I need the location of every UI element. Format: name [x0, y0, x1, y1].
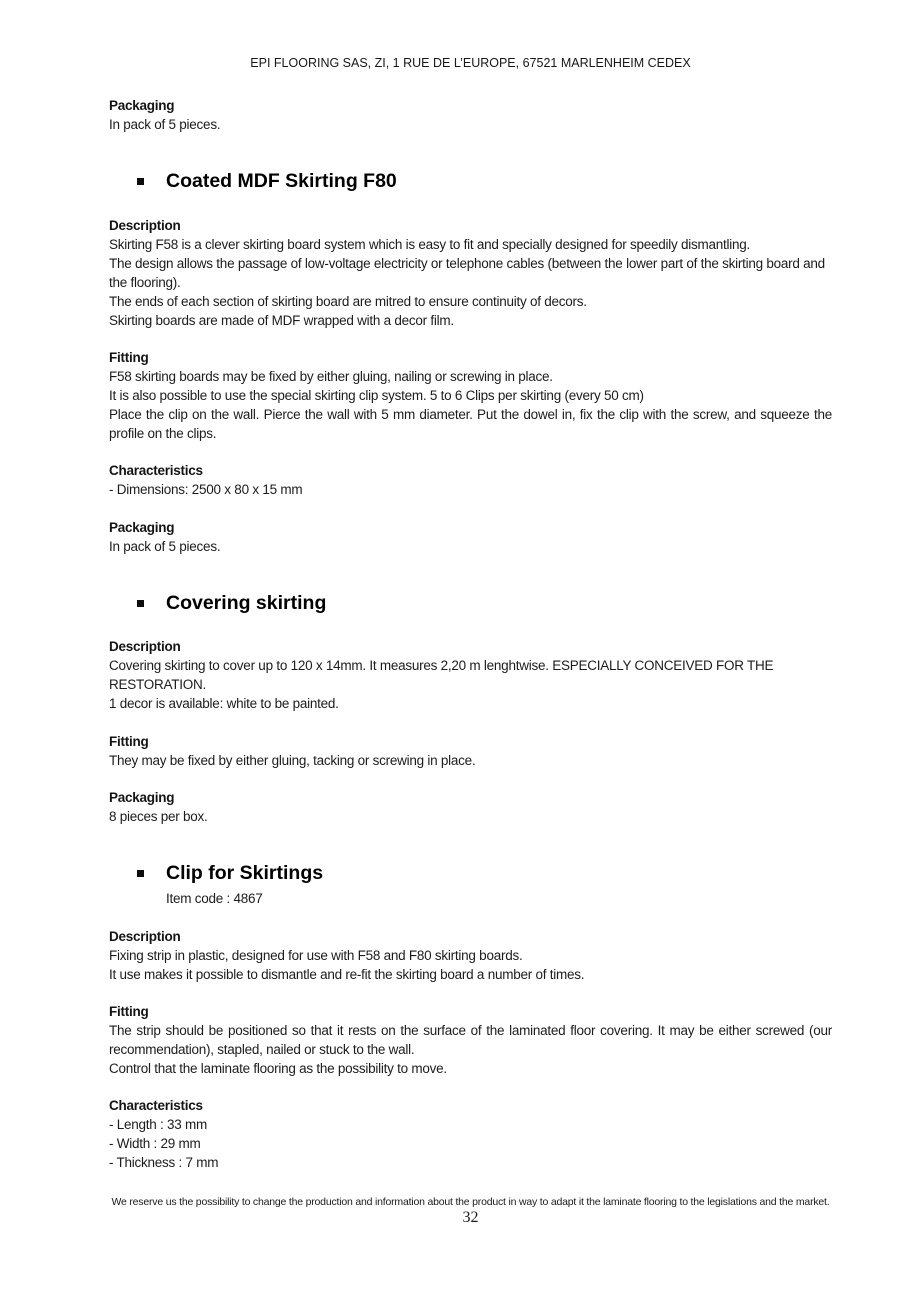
- company-header: EPI FLOORING SAS, ZI, 1 RUE DE L’EUROPE, 67521 MARLENHEIM CEDEX: [250, 56, 691, 70]
- section-heading: [109, 860, 832, 887]
- square-bullet-icon: [137, 600, 144, 607]
- paragraph: Place the clip on the wall. Pierce the wall with 5 mm diameter. Put the dowel in, fix the clip with the screw, and squeeze the profile on the clips.: [109, 407, 832, 441]
- paragraph: Covering skirting to cover up to 120 x 14mm. It measures 2,20 m lenghtwise. ESPECIALLY CONCEIVED FOR THE RESTORATION.: [109, 658, 774, 692]
- block-label: Characteristics: [109, 463, 203, 478]
- paragraph: The strip should be positioned so that it rests on the surface of the laminated floor covering. It may be either screwed (our recommendation), stapled, nailed or stuck to the wall.: [109, 1023, 832, 1057]
- block-label: Packaging: [109, 520, 175, 535]
- paragraph: They may be fixed by either gluing, tacking or screwing in place.: [109, 753, 476, 768]
- paragraph: - Thickness : 7 mm: [109, 1155, 219, 1170]
- block-label: Packaging: [109, 790, 175, 805]
- block-label: Fitting: [109, 734, 149, 749]
- block-label: Description: [109, 929, 181, 944]
- paragraph: - Width : 29 mm: [109, 1136, 201, 1151]
- section-title: Clip for Skirtings: [166, 862, 324, 884]
- disclaimer-footer: We reserve us the possibility to change the production and information about the product in way to adapt it the laminate flooring to the legislations and the market.: [111, 1196, 830, 1208]
- paragraph: 8 pieces per box.: [109, 809, 208, 824]
- packaging-block: [109, 788, 832, 826]
- paragraph: F58 skirting boards may be fixed by either gluing, nailing or screwing in place.: [109, 369, 553, 384]
- block-label: Description: [109, 639, 181, 654]
- paragraph: - Length : 33 mm: [109, 1117, 208, 1132]
- paragraph: It use makes it possible to dismantle and re-fit the skirting board a number of times.: [109, 967, 585, 982]
- section-heading: [109, 168, 832, 195]
- square-bullet-icon: [137, 870, 144, 877]
- section-title: Coated MDF Skirting F80: [166, 170, 397, 192]
- item-code: Item code : 4867: [166, 891, 263, 906]
- description-block: [109, 927, 832, 984]
- paragraph: In pack of 5 pieces.: [109, 117, 221, 132]
- block-label: Description: [109, 218, 181, 233]
- paragraph: Fixing strip in plastic, designed for use with F58 and F80 skirting boards.: [109, 948, 523, 963]
- paragraph: Control that the laminate flooring as the possibility to move.: [109, 1061, 447, 1076]
- paragraph: - Dimensions: 2500 x 80 x 15 mm: [109, 482, 303, 497]
- page-number: 32: [462, 1209, 479, 1226]
- section-title: Covering skirting: [166, 592, 327, 614]
- paragraph: 1 decor is available: white to be painted.: [109, 696, 339, 711]
- characteristics-block: [109, 461, 832, 499]
- description-block: [109, 216, 832, 330]
- block-label: Characteristics: [109, 1098, 203, 1113]
- fitting-block: [109, 348, 832, 443]
- paragraph: Skirting boards are made of MDF wrapped with a decor film.: [109, 313, 454, 328]
- characteristics-block: [109, 1096, 832, 1172]
- paragraph: The design allows the passage of low-voltage electricity or telephone cables (between the lower part of the skirting board and the flooring).: [109, 256, 825, 290]
- fitting-block: [109, 732, 832, 770]
- block-label: Packaging: [109, 98, 175, 113]
- paragraph: The ends of each section of skirting board are mitred to ensure continuity of decors.: [109, 294, 587, 309]
- paragraph: It is also possible to use the special skirting clip system. 5 to 6 Clips per skirting (every 50 cm): [109, 388, 644, 403]
- paragraph: Skirting F58 is a clever skirting board system which is easy to fit and specially designed for speedily dismantling.: [109, 237, 751, 252]
- fitting-block: [109, 1002, 832, 1078]
- description-block: [109, 637, 832, 713]
- block-label: Fitting: [109, 350, 149, 365]
- square-bullet-icon: [137, 178, 144, 185]
- intro-packaging-block: [109, 96, 832, 134]
- block-label: Fitting: [109, 1004, 149, 1019]
- packaging-block: [109, 518, 832, 556]
- section-heading: [109, 590, 832, 617]
- paragraph: In pack of 5 pieces.: [109, 539, 221, 554]
